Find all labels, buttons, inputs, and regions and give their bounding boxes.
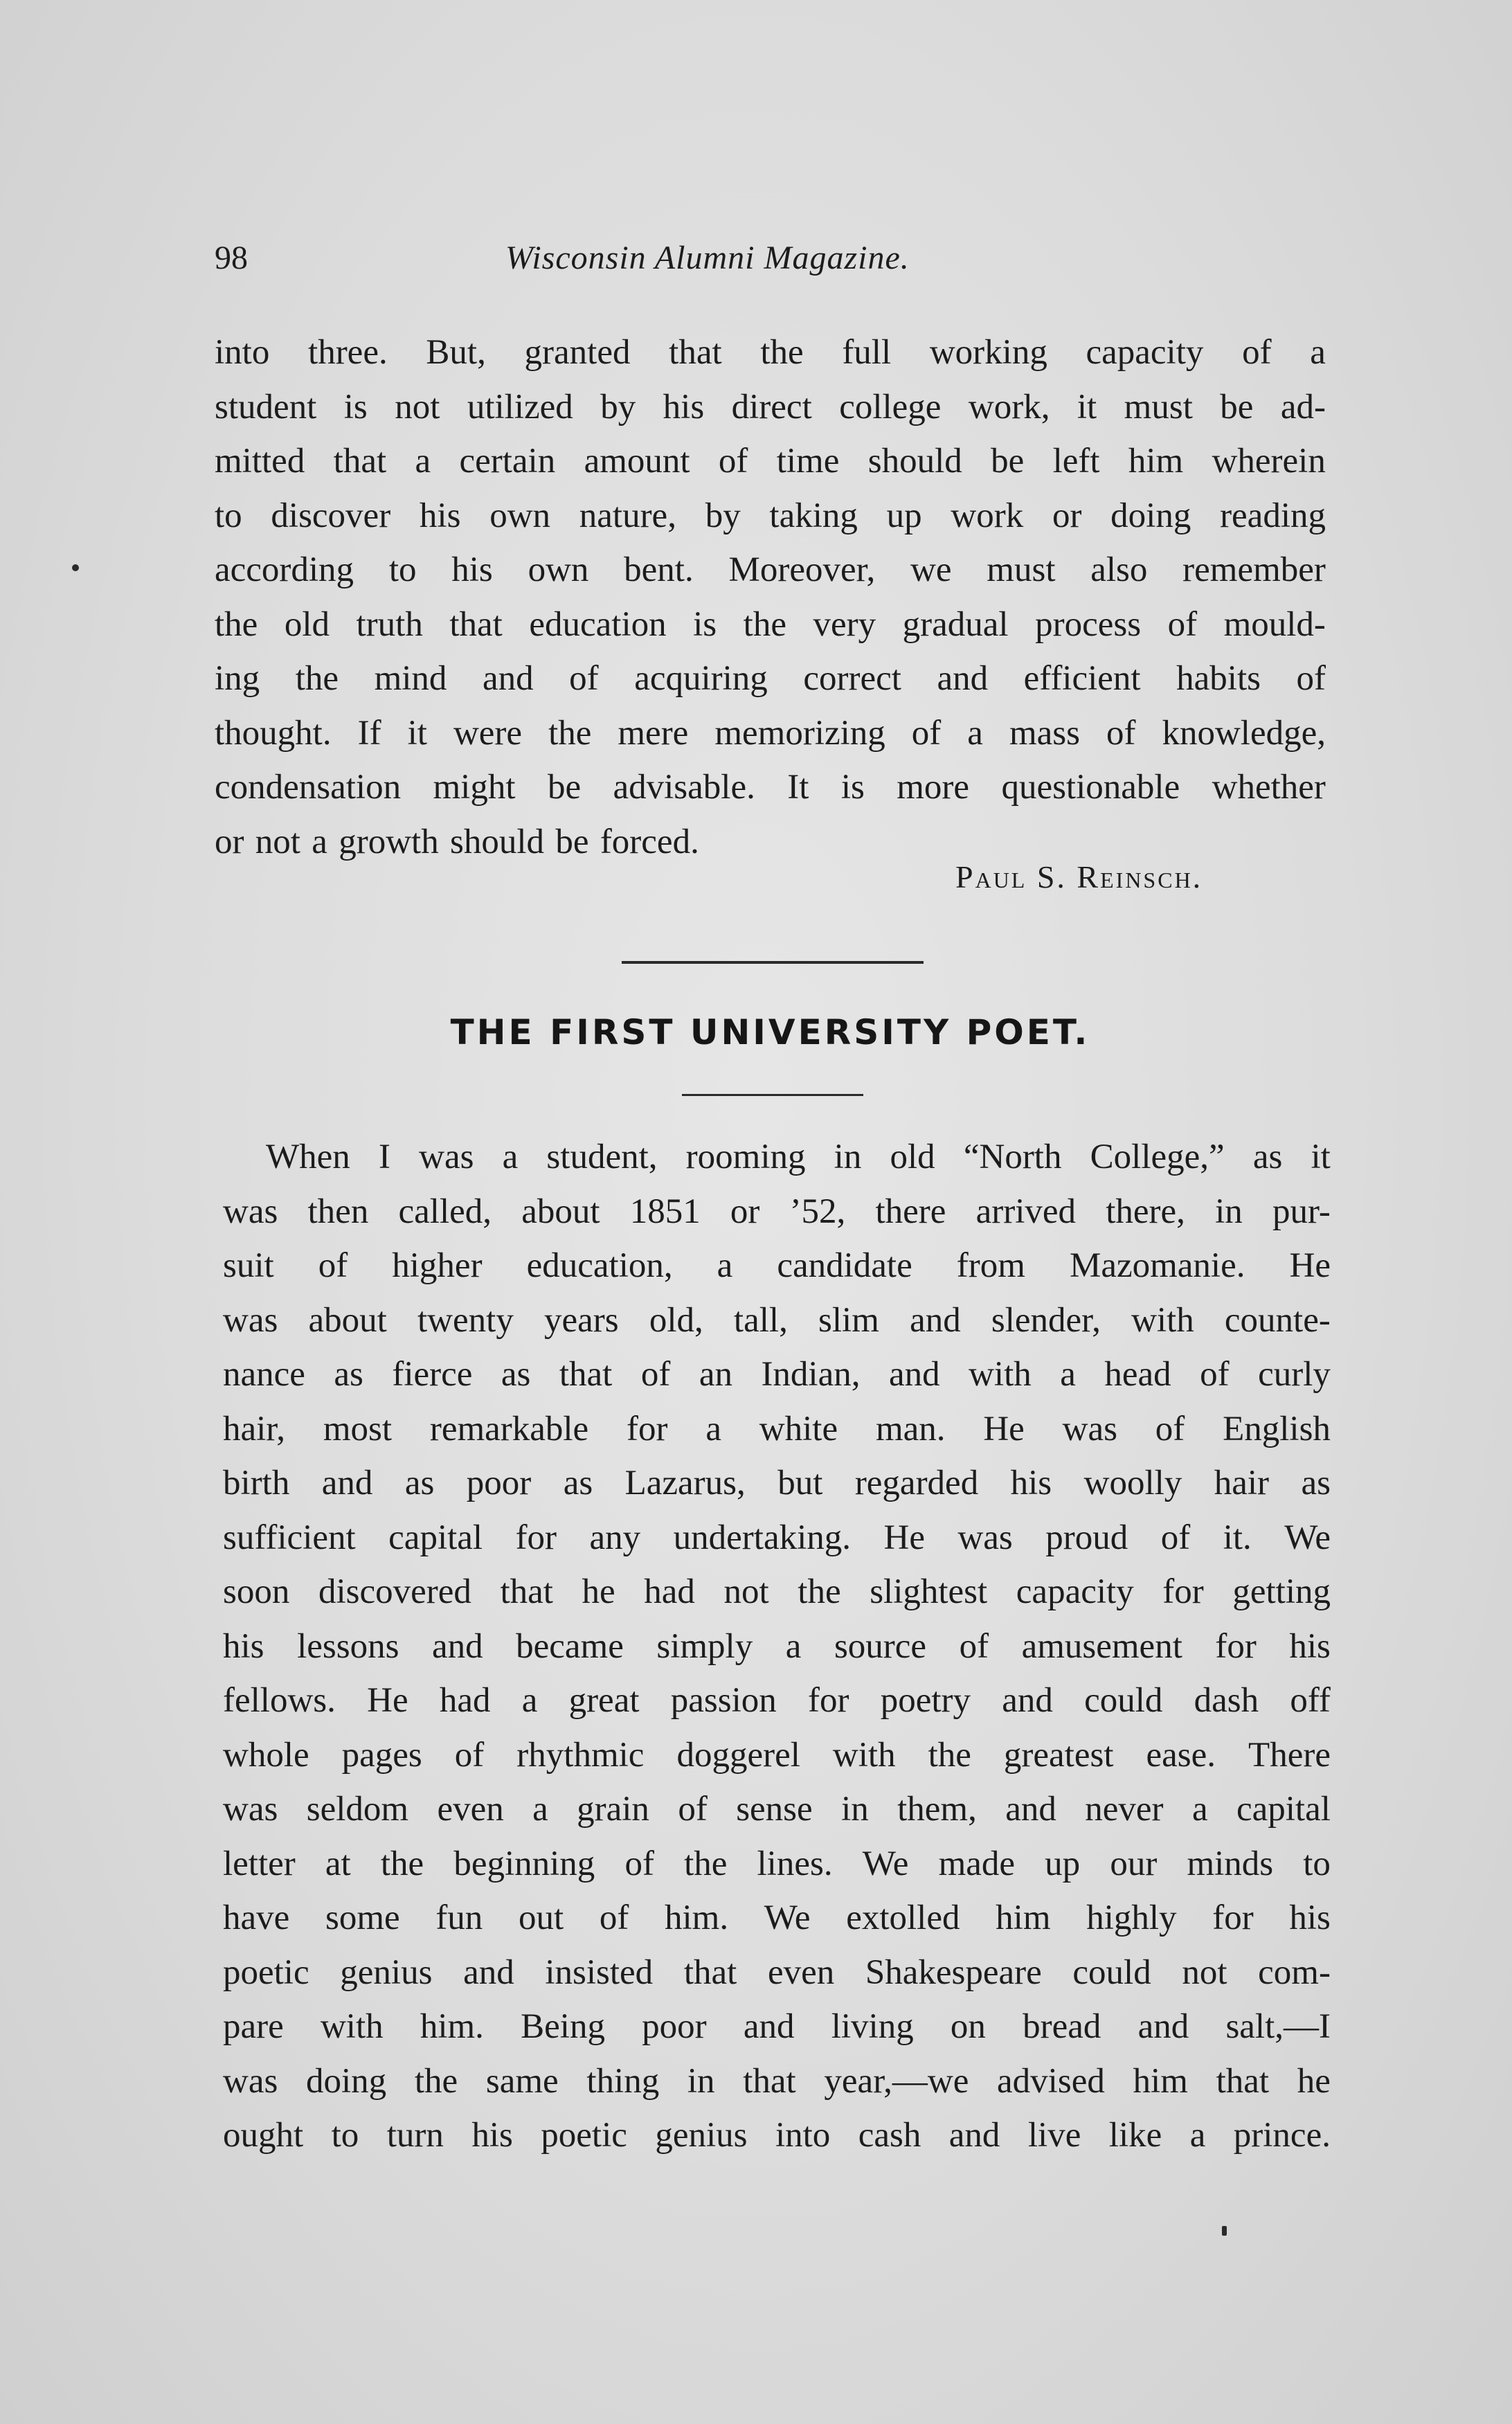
text-line: hair, most remarkable for a white man. He was of English	[223, 1409, 1331, 1448]
margin-speck	[1222, 2226, 1227, 2236]
article-title: THE FIRST UNIVERSITY POET.	[450, 1012, 1090, 1052]
text-line: have some fun out of him. We extolled him highly for his	[223, 1898, 1331, 1937]
text-line: thought. If it were the mere memorizing of a mass of knowledge,	[215, 713, 1326, 753]
text-line: ought to turn his poetic genius into cash and live like a prince.	[223, 2116, 1331, 2155]
text-line: to discover his own nature, by taking up work or doing reading	[215, 496, 1326, 535]
text-line: mitted that a certain amount of time should be left him wherein	[215, 442, 1326, 481]
text-line: was about twenty years old, tall, slim and slender, with counte-	[223, 1300, 1331, 1340]
page-header	[215, 239, 1322, 294]
text-line: sufficient capital for any undertaking. He was proud of it. We	[223, 1518, 1331, 1557]
text-line: letter at the beginning of the lines. We made up our minds to	[223, 1844, 1331, 1883]
text-line: poetic genius and insisted that even Shakespeare could not com-	[223, 1952, 1331, 1992]
text-line: suit of higher education, a candidate from Mazomanie. He	[223, 1246, 1331, 1285]
text-line: pare with him. Being poor and living on bread and salt,—I	[223, 2007, 1331, 2046]
text-line: according to his own bent. Moreover, we must also remember	[215, 550, 1326, 589]
margin-speck	[72, 564, 79, 571]
text-line: his lessons and became simply a source of amusement for his	[223, 1626, 1331, 1666]
author-signature: Paul S. Reinsch.	[955, 859, 1203, 895]
text-line: whole pages of rhythmic doggerel with the greatest ease. There	[223, 1735, 1331, 1775]
text-line: was then called, about 1851 or ’52, there arrived there, in pur-	[223, 1192, 1331, 1231]
text-line: or not a growth should be forced.	[215, 822, 699, 861]
text-line: soon discovered that he had not the slightest capacity for getting	[223, 1572, 1331, 1611]
text-line: nance as fierce as that of an Indian, and with a head of curly	[223, 1355, 1331, 1394]
page-number: 98	[215, 240, 248, 276]
text-line: into three. But, granted that the full working capacity of a	[215, 333, 1326, 372]
text-line: was seldom even a grain of sense in them, and never a capital	[223, 1790, 1331, 1829]
running-title: Wisconsin Alumni Magazine.	[505, 240, 910, 276]
article-body	[223, 1130, 1331, 2163]
text-line: birth and as poor as Lazarus, but regarded his woolly hair as	[223, 1464, 1331, 1502]
text-line: ing the mind and of acquiring correct and efficient habits of	[215, 659, 1326, 698]
text-line: When I was a student, rooming in old “North College,” as it	[266, 1138, 1331, 1176]
paragraph-reinsch-conclusion	[215, 325, 1326, 869]
text-line: condensation might be advisable. It is more questionable whether	[215, 768, 1326, 807]
section-divider	[622, 961, 924, 964]
title-underline	[682, 1094, 863, 1096]
text-line: student is not utilized by his direct college work, it must be ad-	[215, 387, 1326, 427]
text-line: was doing the same thing in that year,—we advised him that he	[223, 2061, 1331, 2101]
text-line: fellows. He had a great passion for poetry and could dash off	[223, 1681, 1331, 1720]
text-line: the old truth that education is the very gradual process of mould-	[215, 604, 1326, 644]
